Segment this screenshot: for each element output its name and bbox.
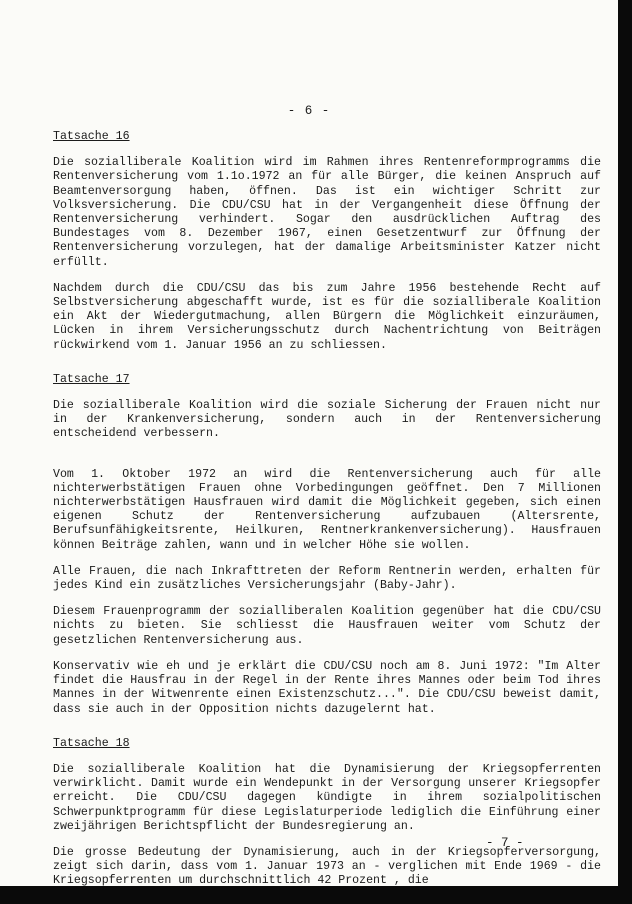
section-heading-17: Tatsache 17 [53, 372, 130, 386]
paragraph-17-4: Diesem Frauenprogramm der sozialliberalen Koalition gegenüber hat die CDU/CSU nichts zu bieten. Sie schliesst die Hausfrauen weiter vom Schutz der gesetzlichen Rentenversicherung aus. [53, 605, 601, 647]
paragraph-16-1: Die sozialliberale Koalition wird im Rahmen ihres Rentenreformprogramms die Rentenversicherung vom 1.1o.1972 an für alle Bürger, die keinen Anspruch auf Beamtenversorgung haben, öffnen. Das ist ein wichtiger Schritt zur Volksversicherung. Die CDU/CSU hat in der Vergangenheit diese Öffnung der Rentenversicherung verhindert. Sogar den ausdrücklichen Auftrag des Bundestages vom 8. Dezember 1967, einen Gesetzentwurf zur Öffnung der Rentenversicherung vorzulegen, hat der damalige Arbeitsminister Katzer nicht erfüllt. [53, 156, 601, 269]
document-body [53, 122, 601, 901]
page-number: - 6 - [287, 104, 331, 118]
paragraph-16-2: Nachdem durch die CDU/CSU das bis zum Jahre 1956 bestehende Recht auf Selbstversicherung abgeschafft wurde, ist es für die sozialliberale Koalition ein Akt der Wiedergutmachung, allen Bürgern die Möglichkeit einzuräumen, Lücken in ihrem Versicherungsschutz durch Nachentrichtung von Beiträgen rückwirkend vom 1. Januar 1956 an zu schliessen. [53, 281, 601, 352]
paragraph-18-2: Die grosse Bedeutung der Dynamisierung, auch in der Kriegsopferversorgung, zeigt sich darin, dass vom 1. Januar 1973 an - verglichen mit Ende 1969 - die Kriegsopferrenten um durchschnittlich 42 Prozent , die [53, 845, 601, 888]
paragraph-17-3: Alle Frauen, die nach Inkrafttreten der Reform Rentnerin werden, erhalten für jedes Kind ein zusätzliches Versicherungsjahr (Baby-Jahr). [53, 564, 601, 593]
continuation-page-number: - 7 - [486, 836, 524, 850]
paragraph-17-2: Vom 1. Oktober 1972 an wird die Rentenversicherung auch für alle nichterwerbstätigen Frauen ohne Vorbedingungen geöffnet. Den 7 Millionen nichterwerbstätigen Hausfrauen wird damit die Möglichkeit gegeben, sich einen eigenen Schutz der Rentenversicherung aufzubauen (Altersrente, Berufsunfähigkeitsrente, Heilkuren, Rentnerkrankenversicherung). Hausfrauen können Beiträge zahlen, wann und in welcher Höhe sie wollen. [53, 467, 601, 552]
section-heading-18: Tatsache 18 [53, 736, 130, 750]
section-heading-16: Tatsache 16 [53, 130, 130, 143]
paragraph-18-1: Die sozialliberale Koalition hat die Dynamisierung der Kriegsopferrenten verwirklicht. Damit wurde ein Wendepunkt in der Versorgung unserer Kriegsopfer erreicht. Die CDU/CSU dagegen kündigte in ihrem sozialpolitischen Schwerpunktprogramm für diese Legislaturperiode lediglich die Einführung einer zweijährigen Berichtspflicht der Bundesregierung an. [53, 762, 601, 833]
paragraph-17-1: Die sozialliberale Koalition wird die soziale Sicherung der Frauen nicht nur in der Krankenversicherung, sondern auch in der Rentenversicherung entscheidend verbessern. [53, 399, 601, 441]
scan-border-right [618, 0, 632, 904]
paragraph-17-5: Konservativ wie eh und je erklärt die CDU/CSU noch am 8. Juni 1972: "Im Alter findet die Hausfrau in der Regel in der Rente ihres Mannes oder beim Tod ihres Mannes in der Witwenrente einen Existenzschutz...". Die CDU/CSU beweist damit, dass sie auch in der Opposition nichts dazugelernt hat. [53, 659, 601, 716]
